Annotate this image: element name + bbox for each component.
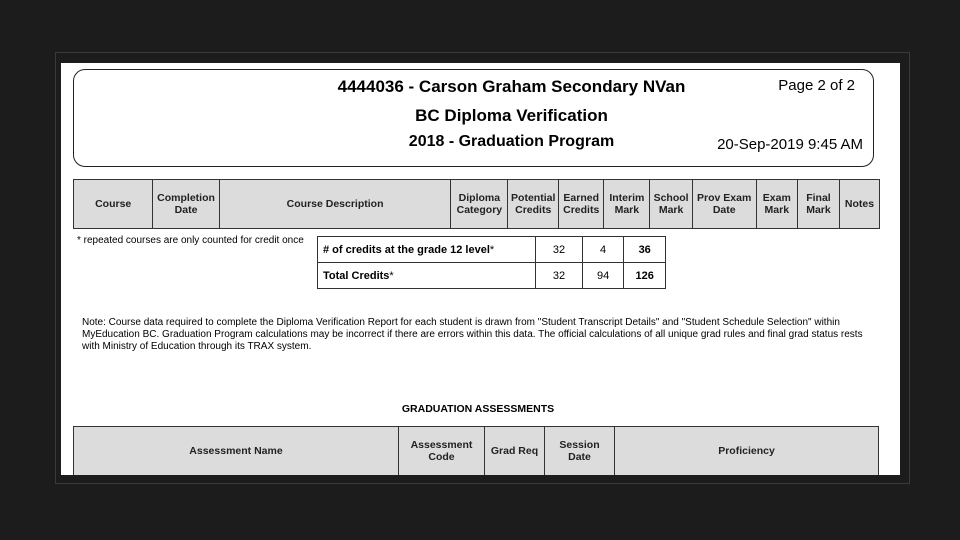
total-credits-value: 36 bbox=[624, 237, 666, 263]
report-header bbox=[73, 69, 874, 167]
graduation-assessments-title: GRADUATION ASSESSMENTS bbox=[401, 403, 555, 415]
col-exam-mark: Exam Mark bbox=[756, 180, 798, 229]
potential-credits-value: 32 bbox=[536, 263, 583, 289]
col-assessment-code: Assessment Code bbox=[399, 427, 485, 476]
credits-label: # of credits at the grade 12 level* bbox=[318, 237, 536, 263]
course-table-header-row bbox=[74, 180, 880, 229]
earned-credits-value: 94 bbox=[582, 263, 624, 289]
report-sheet bbox=[61, 63, 900, 475]
report-datetime: 20-Sep-2019 9:45 AM bbox=[717, 136, 863, 153]
col-earned-credits: Earned Credits bbox=[559, 180, 604, 229]
program-title: 2018 - Graduation Program bbox=[408, 133, 615, 150]
col-course-description: Course Description bbox=[219, 180, 451, 229]
col-final-mark: Final Mark bbox=[798, 180, 840, 229]
data-source-note: Note: Course data required to complete the Diploma Verification Report for each student is drawn from "Student Transcript Details" and "Student Schedule Selection" within MyEducation BC. Graduation Program calculations may be incorrect if there are errors within this data. The official calculations of all unique grad rules and final grad status rests with Ministry of Education through its TRAX system. bbox=[82, 317, 863, 352]
col-session-date: Session Date bbox=[545, 427, 615, 476]
page-number: Page 2 of 2 bbox=[778, 77, 855, 94]
credits-row-grade12 bbox=[318, 237, 666, 263]
repeated-courses-footnote: * repeated courses are only counted for credit once bbox=[77, 235, 304, 246]
credits-row-total bbox=[318, 263, 666, 289]
assessments-header-row bbox=[74, 427, 879, 476]
total-credits-value: 126 bbox=[624, 263, 666, 289]
col-potential-credits: Potential Credits bbox=[508, 180, 559, 229]
col-proficiency: Proficiency bbox=[615, 427, 879, 476]
earned-credits-value: 4 bbox=[582, 237, 624, 263]
col-course: Course bbox=[74, 180, 153, 229]
report-title: BC Diploma Verification bbox=[415, 106, 608, 125]
col-assessment-name: Assessment Name bbox=[74, 427, 399, 476]
school-title: 4444036 - Carson Graham Secondary NVan bbox=[337, 77, 686, 96]
col-grad-req: Grad Req bbox=[485, 427, 545, 476]
course-table bbox=[73, 179, 880, 229]
col-diploma-category: Diploma Category bbox=[451, 180, 508, 229]
col-interim-mark: Interim Mark bbox=[604, 180, 650, 229]
col-prov-exam-date: Prov Exam Date bbox=[692, 180, 756, 229]
potential-credits-value: 32 bbox=[536, 237, 583, 263]
col-completion-date: Completion Date bbox=[153, 180, 219, 229]
col-notes: Notes bbox=[839, 180, 879, 229]
credits-summary-table bbox=[317, 236, 666, 289]
credits-label: Total Credits* bbox=[318, 263, 536, 289]
col-school-mark: School Mark bbox=[650, 180, 693, 229]
assessments-table bbox=[73, 426, 879, 475]
